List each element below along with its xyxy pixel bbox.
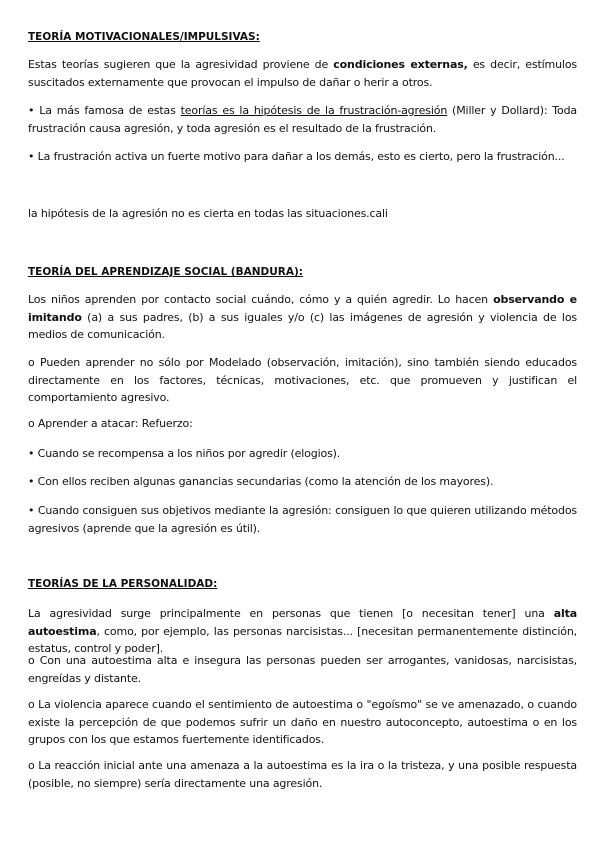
heading-motivational-theories: TEORÍA MOTIVACIONALES/IMPULSIVAS: bbox=[28, 31, 260, 43]
paragraph-initial-reaction: o La reacción inicial ante una amenaza a la autoestima es la ira o la tristeza, y una posible respuesta (posible, no siempre) sería directamente una agresión. bbox=[28, 759, 577, 790]
paragraph-violence-threat: o La violencia aparece cuando el sentimiento de autoestima o "egoísmo" se ve amenazado, o cuando existe la percepción de que podemos sufrir un daño en nuestro autoconcepto, autoestima o en los grupos con los que estamos fuertemente identificados. bbox=[28, 698, 577, 746]
paragraph-secondary-gains: • Con ellos reciben algunas ganancias secundarias (como la atención de los mayores). bbox=[28, 475, 494, 488]
paragraph-modeling: o Pueden aprender no sólo por Modelado (observación, imitación), sino también siendo educados directamente en los factores, técnicas, motivaciones, etc. que promueven y justifican el comportamiento agresivo. bbox=[28, 356, 577, 404]
paragraph-insecure-self-esteem: o Con una autoestima alta e insegura las personas pueden ser arrogantes, vanidosas, narcisistas, engreídas y distante. bbox=[28, 654, 577, 685]
text-run: , como, por ejemplo, las personas narcisistas... [necesitan permanentemente distinción, estatus, control y poder]. bbox=[28, 624, 577, 655]
paragraph-self-esteem bbox=[28, 605, 577, 658]
paragraph-reward: • Cuando se recompensa a los niños por agredir (elogios). bbox=[28, 447, 341, 460]
bold-text: alta autoestima bbox=[28, 607, 577, 638]
text-run: La agresividad surge principalmente en personas que tienen [o necesitan tener] una bbox=[28, 607, 554, 620]
paragraph-social-contact bbox=[28, 291, 577, 344]
paragraph-reinforcement: o Aprender a atacar: Refuerzo: bbox=[28, 417, 193, 430]
heading-personality-theories: TEORÍAS DE LA PERSONALIDAD: bbox=[28, 578, 218, 590]
underlined-text: teorías es la hipótesis de la frustración-agresión bbox=[180, 104, 448, 117]
bold-text: observando e imitando bbox=[28, 293, 577, 324]
text-run: (a) a sus padres, (b) a sus iguales y/o (c) las imágenes de agresión y violencia de los medios de comunicación. bbox=[28, 310, 577, 341]
text-run: Estas teorías sugieren que la agresividad proviene de bbox=[28, 58, 334, 71]
text-run: Los niños aprenden por contacto social cuándo, cómo y a quién agredir. Lo hacen bbox=[28, 293, 494, 306]
text-run: • La más famosa de estas bbox=[28, 104, 181, 117]
text-run: es decir, estímulos suscitados externamente que provocan el impulso de dañar o herir a otros. bbox=[28, 58, 577, 89]
paragraph-external-conditions bbox=[28, 56, 577, 91]
paragraph-hypothesis-note: la hipótesis de la agresión no es cierta en todas las situaciones.cali bbox=[28, 207, 388, 220]
paragraph-objectives: • Cuando consiguen sus objetivos mediante la agresión: consiguen lo que quieren utilizando métodos agresivos (aprende que la agresión es útil). bbox=[28, 504, 577, 535]
bold-text: condiciones externas, bbox=[333, 58, 468, 71]
paragraph-frustration-motive: • La frustración activa un fuerte motivo para dañar a los demás, esto es cierto, pero la frustración... bbox=[28, 150, 565, 163]
text-run: (Miller y Dollard): Toda frustración causa agresión, y toda agresión es el resultado de la frustración. bbox=[28, 104, 578, 135]
paragraph-frustration-hypothesis bbox=[28, 102, 577, 137]
heading-social-learning: TEORÍA DEL APRENDIZAJE SOCIAL (BANDURA): bbox=[28, 266, 303, 278]
